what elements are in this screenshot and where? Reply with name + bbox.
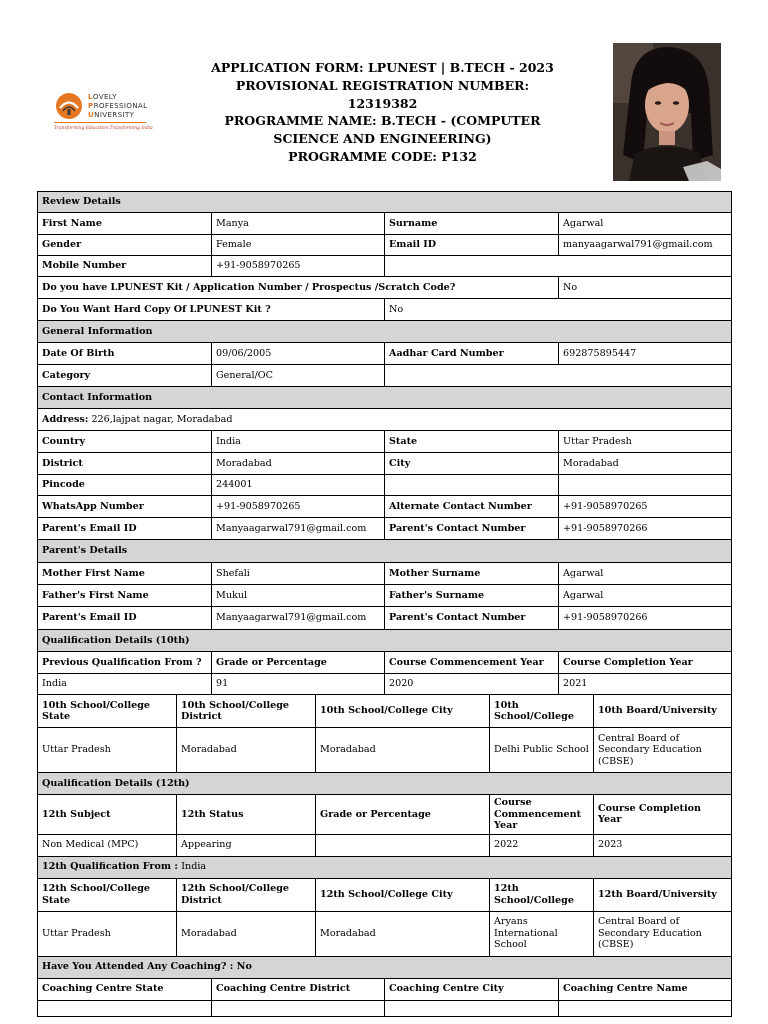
grade-value (316, 834, 490, 856)
pincode-value: 244001 (212, 475, 385, 496)
parent-contact-value: +91-9058970266 (559, 607, 732, 630)
section-qualification-12th (38, 773, 732, 795)
column-header: 10th School/College (490, 695, 594, 728)
column-header: Coaching Centre District (212, 978, 385, 1000)
father-surname-value: Agarwal (559, 585, 732, 607)
hard-copy-answer: No (385, 299, 732, 321)
table-row (38, 431, 732, 453)
section-general-information (38, 321, 732, 343)
section-title: General Information (38, 321, 732, 343)
university-logo (54, 90, 153, 134)
table-row (38, 585, 732, 607)
column-header: Previous Qualification From ? (38, 652, 212, 674)
applicant-portrait-icon (613, 43, 721, 181)
programme-name-line1: PROGRAMME NAME: B.TECH - (COMPUTER (224, 113, 541, 129)
table-row (38, 365, 732, 387)
school-name-value: Aryans International School (490, 911, 594, 956)
school-name-value: Delhi Public School (490, 728, 594, 773)
table-row (38, 277, 732, 299)
form-title: APPLICATION FORM: LPUNEST | B.TECH - 2023 (211, 60, 554, 75)
gender-value: Female (212, 235, 385, 256)
column-header: Grade or Percentage (316, 795, 490, 835)
table-row (38, 256, 732, 277)
table-row (38, 1000, 732, 1016)
city-value: Moradabad (559, 453, 732, 475)
aadhar-value: 692875895447 (559, 343, 732, 365)
parent-contact-value: +91-9058970266 (559, 518, 732, 540)
completion-year-value: 2021 (559, 674, 732, 695)
table-row (38, 453, 732, 475)
city-label: City (385, 453, 559, 475)
surname-value: Agarwal (559, 213, 732, 235)
table-row (38, 795, 732, 835)
father-first-name-value: Mukul (212, 585, 385, 607)
commencement-year-value: 2020 (385, 674, 559, 695)
table-row (38, 563, 732, 585)
table-row (38, 695, 732, 728)
completion-year-value: 2023 (594, 834, 732, 856)
coaching-question: Have You Attended Any Coaching? : No (38, 956, 732, 978)
table-row (38, 409, 732, 431)
surname-label: Surname (385, 213, 559, 235)
column-header: Coaching Centre Name (559, 978, 732, 1000)
section-coaching (38, 956, 732, 978)
parent-email-label: Parent's Email ID (38, 607, 212, 630)
column-header: 10th School/College District (177, 695, 316, 728)
column-header: 10th School/College State (38, 695, 177, 728)
whatsapp-value: +91-9058970265 (212, 496, 385, 518)
parent-contact-label: Parent's Contact Number (385, 607, 559, 630)
empty-cell (385, 365, 732, 387)
column-header: 12th Status (177, 795, 316, 835)
mobile-label: Mobile Number (38, 256, 212, 277)
board-value: Central Board of Secondary Education (CBSE) (594, 911, 732, 956)
mother-surname-label: Mother Surname (385, 563, 559, 585)
table-row (38, 674, 732, 695)
table-row (38, 299, 732, 321)
section-review-details (38, 192, 732, 213)
country-label: Country (38, 431, 212, 453)
section-title: Review Details (38, 192, 732, 213)
state-value: Uttar Pradesh (559, 431, 732, 453)
column-header: Coaching Centre State (38, 978, 212, 1000)
qualification-from-value: India (181, 861, 207, 873)
alternate-contact-label: Alternate Contact Number (385, 496, 559, 518)
column-header: Grade or Percentage (212, 652, 385, 674)
subject-value: Non Medical (MPC) (38, 834, 177, 856)
table-row (38, 607, 732, 630)
parent-contact-label: Parent's Contact Number (385, 518, 559, 540)
column-header: Course Completion Year (559, 652, 732, 674)
programme-code: PROGRAMME CODE: P132 (288, 148, 477, 164)
dob-value: 09/06/2005 (212, 343, 385, 365)
empty-cell (559, 475, 732, 496)
empty-cell (38, 1000, 212, 1016)
logo-tagline: Transforming Education Transforming India (54, 126, 153, 131)
table-row (38, 652, 732, 674)
school-state-value: Uttar Pradesh (38, 728, 177, 773)
registration-number: 12319382 (347, 95, 418, 111)
state-label: State (385, 431, 559, 453)
address-label: Address: (42, 413, 89, 425)
mother-first-name-value: Shefali (212, 563, 385, 585)
column-header: 12th School/College State (38, 878, 177, 911)
section-title: Parent's Details (38, 540, 732, 563)
empty-cell (385, 256, 732, 277)
hard-copy-question: Do You Want Hard Copy Of LPUNEST Kit ? (38, 299, 385, 321)
grade-value: 91 (212, 674, 385, 695)
column-header: Coaching Centre City (385, 978, 559, 1000)
column-header: Course Completion Year (594, 795, 732, 835)
table-row (38, 911, 732, 956)
country-value: India (212, 431, 385, 453)
column-header: 12th Board/University (594, 878, 732, 911)
gender-label: Gender (38, 235, 212, 256)
column-header: Course Commencement Year (385, 652, 559, 674)
whatsapp-label: WhatsApp Number (38, 496, 212, 518)
section-parents-details (38, 540, 732, 563)
table-row (38, 235, 732, 256)
mobile-value: +91-9058970265 (212, 256, 385, 277)
table-row (38, 978, 732, 1000)
address-cell (38, 409, 732, 431)
alternate-contact-value: +91-9058970265 (559, 496, 732, 518)
table-row (38, 475, 732, 496)
commencement-year-value: 2022 (490, 834, 594, 856)
dob-label: Date Of Birth (38, 343, 212, 365)
section-title: Qualification Details (10th) (38, 630, 732, 652)
email-value: manyaagarwal791@gmail.com (559, 235, 732, 256)
form-header (205, 59, 560, 166)
parent-email-value: Manyaagarwal791@gmail.com (212, 607, 385, 630)
district-value: Moradabad (212, 453, 385, 475)
category-label: Category (38, 365, 212, 387)
school-district-value: Moradabad (177, 911, 316, 956)
programme-name-line2: SCIENCE AND ENGINEERING) (273, 131, 492, 147)
kit-question: Do you have LPUNEST Kit / Application Number / Prospectus /Scratch Code? (38, 277, 559, 299)
empty-cell (385, 1000, 559, 1016)
qualification-from-cell (38, 856, 732, 878)
column-header: 12th School/College City (316, 878, 490, 911)
table-row (38, 878, 732, 911)
application-details-table (37, 191, 732, 1017)
parent-email-label: Parent's Email ID (38, 518, 212, 540)
table-row (38, 496, 732, 518)
kit-answer: No (559, 277, 732, 299)
section-title: Contact Information (38, 387, 732, 409)
section-qualification-10th (38, 630, 732, 652)
empty-cell (559, 1000, 732, 1016)
aadhar-label: Aadhar Card Number (385, 343, 559, 365)
table-row (38, 728, 732, 773)
email-label: Email ID (385, 235, 559, 256)
category-value: General/OC (212, 365, 385, 387)
district-label: District (38, 453, 212, 475)
registration-label: PROVISIONAL REGISTRATION NUMBER: (235, 77, 530, 93)
empty-cell (212, 1000, 385, 1016)
parent-email-value: Manyaagarwal791@gmail.com (212, 518, 385, 540)
mother-surname-value: Agarwal (559, 563, 732, 585)
column-header: 12th School/College District (177, 878, 316, 911)
father-surname-label: Father's Surname (385, 585, 559, 607)
section-title: Qualification Details (12th) (38, 773, 732, 795)
logo-wordmark: LOVELY PROFESSIONAL UNIVERSITY (88, 92, 148, 119)
status-value: Appearing (177, 834, 316, 856)
first-name-value: Manya (212, 213, 385, 235)
pincode-label: Pincode (38, 475, 212, 496)
qualification-from-row (38, 856, 732, 878)
school-district-value: Moradabad (177, 728, 316, 773)
table-row (38, 343, 732, 365)
address-value: 226,lajpat nagar, Moradabad (91, 413, 233, 425)
school-city-value: Moradabad (316, 728, 490, 773)
column-header: 10th School/College City (316, 695, 490, 728)
empty-cell (385, 475, 559, 496)
qualification-from-label: 12th Qualification From : (42, 861, 178, 873)
logo-divider (54, 122, 146, 123)
column-header: Course Commencement Year (490, 795, 594, 835)
qualification-from-value: India (38, 674, 212, 695)
board-value: Central Board of Secondary Education (CBSE) (594, 728, 732, 773)
table-row (38, 213, 732, 235)
school-state-value: Uttar Pradesh (38, 911, 177, 956)
father-first-name-label: Father's First Name (38, 585, 212, 607)
school-city-value: Moradabad (316, 911, 490, 956)
column-header: 12th Subject (38, 795, 177, 835)
section-contact-information (38, 387, 732, 409)
table-row (38, 834, 732, 856)
mother-first-name-label: Mother First Name (38, 563, 212, 585)
university-emblem-icon (54, 91, 84, 121)
applicant-photo (613, 43, 721, 181)
table-row (38, 518, 732, 540)
first-name-label: First Name (38, 213, 212, 235)
column-header: 12th School/College (490, 878, 594, 911)
column-header: 10th Board/University (594, 695, 732, 728)
